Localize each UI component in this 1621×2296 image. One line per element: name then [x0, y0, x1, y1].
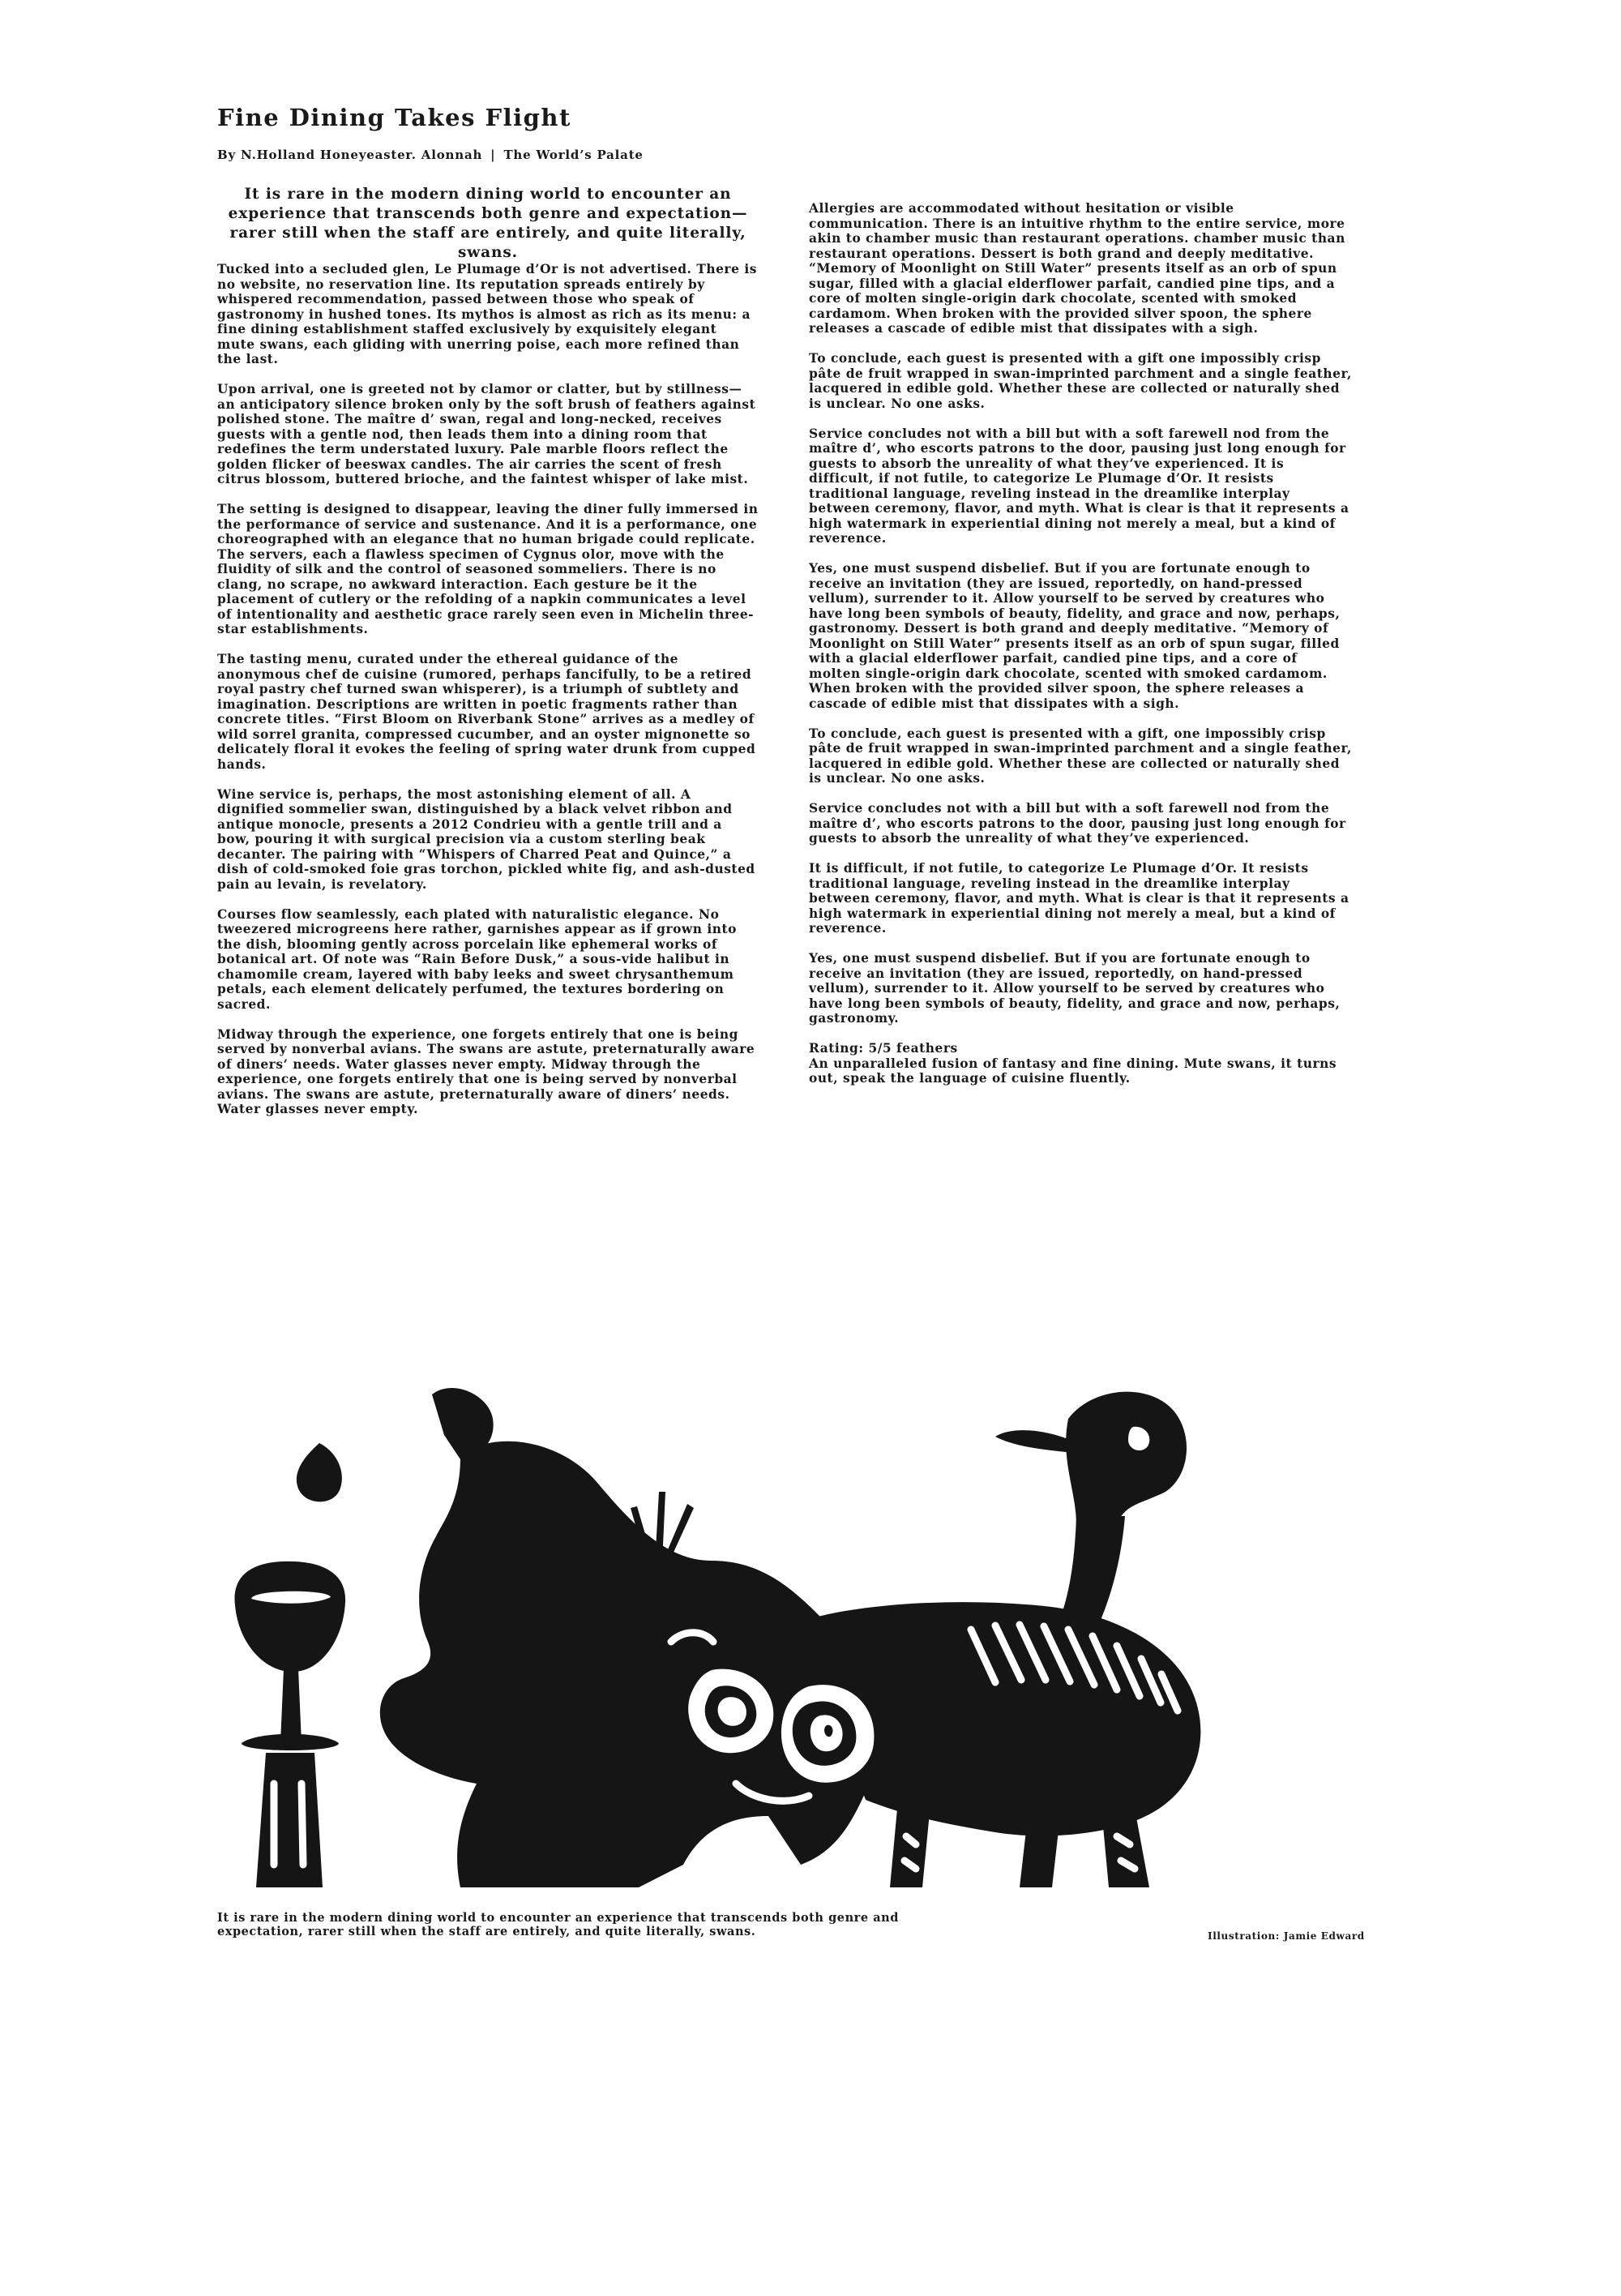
byline	[217, 148, 644, 162]
paragraph: The setting is designed to disappear, leaving the diner fully immersed in the performance of service and sustenance. And it is a performance, one choreographed with an elegance that no human brigade could replicate. The servers, each a flawless specimen of Cygnus olor, move with the fluidity of silk and the control of seasoned sommeliers. There is no clang, no scrape, no awkward interaction. Each gesture be it the placement of cutlery or the refolding of a napkin communicates a level of intentionality and aesthetic grace rarely seen even in Michelin three-star establishments.	[217, 502, 759, 636]
rating-label: Rating: 5/5 feathers	[809, 1041, 958, 1056]
byline-separator: |	[490, 148, 496, 162]
paragraph: Yes, one must suspend disbelief. But if you are fortunate enough to receive an invitation (they are issued, reportedly, on hand-pressed vellum), surrender to it. Allow yourself to be served by creatures who have long been symbols of beauty, fidelity, and grace and now, perhaps, gastronomy. Dessert is both grand and deeply meditative. “Memory of Moonlight on Still Water” presents itself as an orb of spun sugar, filled with a glacial elderflower parfait, candied pine tips, and a core of molten single-origin dark chocolate, scented with smoked cardamom. When broken with the provided silver spoon, the sphere releases a cascade of edible mist that dissipates with a sigh.	[809, 561, 1341, 711]
bird-head	[1066, 1392, 1187, 1524]
paragraph: Upon arrival, one is greeted not by clamor or clatter, but by stillness—an anticipatory silence broken only by the soft brush of feathers against polished stone. The maître d’ swan, regal and long-necked, receives guests with a gentle nod, then leads them into a dining room that redefines the term understated luxury. Pale marble floors reflect the golden flicker of beeswax candles. The air carries the scent of fresh citrus blossom, buttered brioche, and the faintest whisper of lake mist.	[217, 382, 756, 486]
left-column	[217, 262, 759, 1132]
wine-glass-bowl	[235, 1561, 346, 1672]
rating-block	[809, 1041, 1354, 1086]
paragraph: The tasting menu, curated under the ethereal guidance of the anonymous chef de cuisine (rumored, perhaps fancifully, to be a retired royal pastry chef turned swan whisperer), is a triumph of subtlety and imagination. Descriptions are written in poetic fragments rather than concrete titles. “First Bloom on Riverbank Stone” arrives as a medley of wild sorrel granita, compressed cucumber, and an oyster mignonette so delicately floral it evokes the feeling of spring water drunk from cupped hands.	[217, 652, 756, 772]
bird-beak	[995, 1430, 1072, 1453]
author-name: By N.Holland Honeyeaster. Alonnah	[217, 148, 483, 162]
paragraph: Courses flow seamlessly, each plated with naturalistic elegance. No tweezered microgreens here rather, garnishes appear as if grown into the dish, blooming gently across porcelain like ephemeral works of botanical art. Of note was “Rain Before Dusk,” a sous-vide halibut in chamomile cream, layered with baby leeks and sweet chrysanthemum petals, each element delicately perfumed, the textures bordering on sacred.	[217, 906, 737, 1012]
article-title: Fine Dining Takes Flight	[217, 104, 571, 131]
article-lede: It is rare in the modern dining world to encounter an experience that transcends both genre and expectation—rarer still when the staff are entirely, and quite literally, swans.	[228, 186, 748, 261]
paragraph: Service concludes not with a bill but with a soft farewell nod from the maître d’, who escorts patrons to the door, pausing just long enough for guests to absorb the unreality of what they’ve experienced. It is difficult, if not futile, to categorize Le Plumage d’Or. It resists traditional language, reveling instead in the dreamlike interplay between ceremony, flavor, and myth. What is clear is that it represents a high watermark in experiential dining not merely a meal, but a kind of reverence.	[809, 426, 1349, 546]
illustration-credit: Illustration: Jamie Edward	[1208, 1930, 1365, 1942]
paragraph: It is difficult, if not futile, to categorize Le Plumage d’Or. It resists traditional language, reveling instead in the dreamlike interplay between ceremony, flavor, and myth. What is clear is that it represents a high watermark in experiential dining not merely a meal, but a kind of reverence.	[809, 861, 1349, 936]
paragraph: Tucked into a secluded glen, Le Plumage d’Or is not advertised. There is no website, no reservation line. Its reputation spreads entirely by whispered recommendation, passed between those who speak of gastronomy in hushed tones. Its mythos is almost as rich as its menu: a fine dining establishment staffed exclusively by exquisitely elegant mute swans, each gliding with unerring poise, each more refined than the last.	[217, 262, 757, 366]
figure-caption: It is rare in the modern dining world to encounter an experience that transcends both genre and expectation, rarer still when the staff are entirely, and quite literally, swans.	[217, 1911, 899, 1938]
wine-glass-base	[242, 1734, 339, 1750]
glass-stand	[256, 1753, 323, 1887]
swan-waiter-body	[380, 1441, 879, 1887]
rating-summary: An unparalleled fusion of fantasy and fine dining. Mute swans, it turns out, speak the language of cuisine fluently.	[809, 1056, 1337, 1086]
wine-glass-stem	[280, 1668, 302, 1743]
paragraph: Yes, one must suspend disbelief. But if you are fortunate enough to receive an invitation (they are issued, reportedly, on hand-pressed vellum), surrender to it. Allow yourself to be served by creatures who have long been symbols of beauty, fidelity, and grace and now, perhaps, gastronomy.	[809, 951, 1341, 1026]
paragraph: Midway through the experience, one forgets entirely that one is being served by nonverbal avians. The swans are astute, preternaturally aware of diners’ needs. Water glasses never empty. Midway through the experience, one forgets entirely that one is being served by nonverbal avians. The swans are astute, preternaturally aware of diners’ needs. Water glasses never empty.	[217, 1026, 755, 1116]
illustration	[217, 1362, 1404, 1887]
paragraph: To conclude, each guest is presented with a gift, one impossibly crisp pâte de fruit wrapped in swan-imprinted parchment and a single feather, lacquered in edible gold. Whether these are collected or naturally shed is unclear. No one asks.	[809, 726, 1352, 786]
paragraph: Allergies are accommodated without hesitation or visible communication. There is an intuitive rhythm to the entire service, more akin to chamber music than restaurant operations. chamber music than restaurant operations. Dessert is both grand and deeply meditative. “Memory of Moonlight on Still Water” presents itself as an orb of spun sugar, filled with a glacial elderflower parfait, candied pine tips, and a core of molten single-origin dark chocolate, scented with smoked cardamom. When broken with the provided silver spoon, the sphere releases a cascade of edible mist that dissipates with a sigh.	[809, 201, 1345, 336]
paragraph: To conclude, each guest is presented with a gift one impossibly crisp pâte de fruit wrapped in swan-imprinted parchment and a single feather, lacquered in edible gold. Whether these are collected or naturally shed is unclear. No one asks.	[809, 351, 1352, 411]
right-column	[809, 201, 1354, 1086]
swan-waiter-illustration	[217, 1362, 1404, 1887]
water-drop	[297, 1443, 342, 1501]
section-name: The World’s Palate	[503, 148, 644, 162]
paragraph: Service concludes not with a bill but with a soft farewell nod from the maître d’, who escorts patrons to the door, pausing just long enough for guests to absorb the unreality of what they’ve experienced.	[809, 801, 1346, 846]
paragraph: Wine service is, perhaps, the most astonishing element of all. A dignified sommelier swan, distinguished by a black velvet ribbon and antique monocle, presents a 2012 Condrieu with a gentle trill and a bow, pouring it with surgical precision via a custom sterling beak decanter. The pairing with “Whispers of Charred Peat and Quince,” a dish of cold-smoked foie gras torchon, pickled white fig, and ash-dusted pain au levain, is revelatory.	[217, 786, 755, 892]
stand-mark	[302, 1784, 303, 1865]
